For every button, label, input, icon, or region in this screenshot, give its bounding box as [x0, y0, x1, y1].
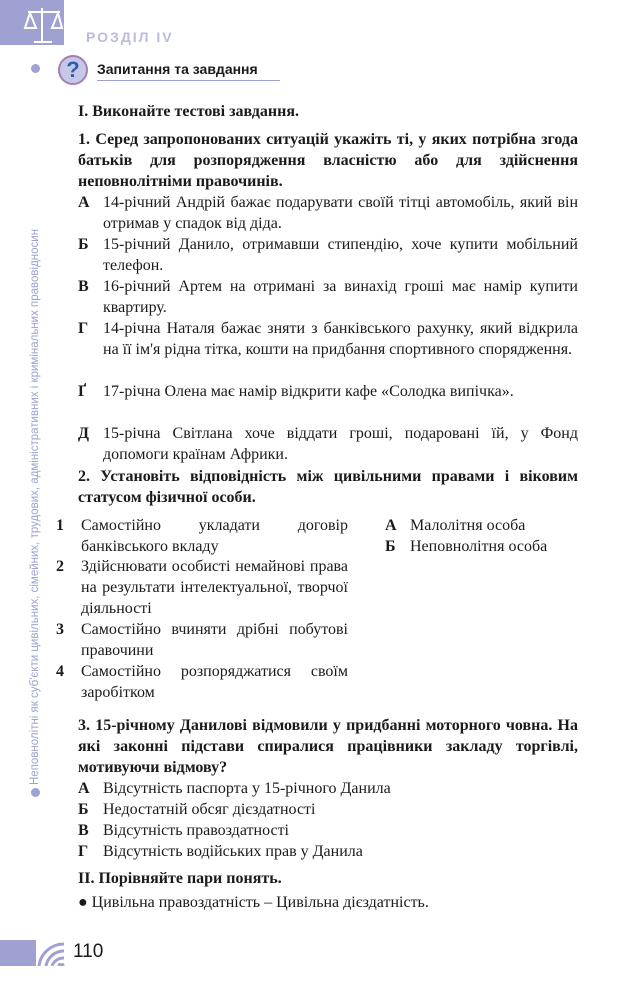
q1-option: [78, 276, 578, 318]
page-number: 110: [73, 941, 104, 962]
item-text: Самостійно розпоряджатися своїм заробітком: [81, 663, 348, 701]
option-text: 15-річна Світлана хоче віддати гроші, подаровані їй, у Фонд допомоги країнам Африки.: [103, 425, 578, 463]
q1-option: [78, 318, 578, 360]
item-number: 4: [56, 663, 64, 680]
option-text: Недостатній обсяг дієздатності: [103, 801, 316, 818]
q2-left-item: [56, 515, 348, 557]
option-label: Б: [78, 801, 89, 818]
q3-option: [78, 799, 578, 820]
option-text: Відсутність правоздатності: [103, 822, 289, 839]
item-number: 1: [56, 517, 64, 534]
q3-option: [78, 820, 578, 841]
scales-icon: [0, 0, 64, 45]
question-icon: ?: [58, 55, 88, 85]
bullet-dot-bottom: [31, 788, 40, 797]
option-label: Г: [78, 320, 89, 337]
q2-left-item: [56, 619, 348, 661]
bullet-dot-top: [31, 64, 40, 73]
option-label: А: [78, 780, 90, 797]
item-text: Малолітня особа: [410, 517, 526, 534]
side-running-title: Неповнолітні як суб'єкти цивільних, сімейних, трудових, адміністративних і кримінальних правовідносин: [29, 228, 41, 785]
item-letter: А: [385, 517, 397, 534]
item-text: Неповнолітня особа: [410, 538, 548, 555]
option-label: В: [78, 822, 89, 839]
item-number: 3: [56, 621, 64, 638]
section-header-block: [0, 0, 64, 45]
q1-option: [78, 234, 578, 276]
footer-bar: [0, 940, 66, 966]
q1-option: [78, 423, 578, 465]
option-text: 14-річний Андрій бажає подарувати своїй тітці автомобіль, який він отримав у спадок від діда.: [103, 194, 578, 232]
q3-option: [78, 841, 578, 862]
part2-title: II. Порівняйте пари понять.: [78, 870, 282, 887]
q1-text: 1. Серед запропонованих ситуацій укажіть ті, у яких потрібна згода батьків для розпорядження власністю або для здійснення неповнолітніми правочинів.: [78, 131, 578, 190]
option-label: А: [78, 194, 90, 211]
option-label: Ґ: [78, 383, 87, 400]
q1-option: [78, 381, 578, 402]
q2-right-item: [385, 536, 585, 557]
section-heading: Запитання та завдання: [97, 61, 280, 81]
q3-text: 3. 15-річному Данилові відмовили у придбанні моторного човна. На які законні підстави спиралися працівники закладу торгівлі, мотивуючи відмову?: [78, 717, 578, 776]
q2-right-item: [385, 515, 585, 536]
q2-text: 2. Установіть відповідність між цивільними правами і віковим статусом фізичної особи.: [78, 468, 578, 506]
option-label: В: [78, 278, 89, 295]
option-text: 17-річна Олена має намір відкрити кафе «Солодка випічка».: [103, 383, 514, 400]
option-label: Б: [78, 236, 89, 253]
option-text: 14-річна Наталя бажає зняти з банківського рахунку, який відкрила на її ім'я рідна тітка, кошти на придбання спортивного спорядження.: [103, 320, 578, 358]
q2-left-item: [56, 556, 348, 619]
option-label: Г: [78, 843, 89, 860]
q2-left-item: [56, 661, 348, 703]
option-text: 16-річний Артем на отримані за винахід гроші має намір купити квартиру.: [103, 278, 578, 316]
item-text: Самостійно укладати договір банківського вкладу: [81, 517, 348, 555]
item-text: Здійснювати особисті немайнові права на результати інтелектуальної, творчої діяльності: [81, 558, 348, 617]
part1-title: I. Виконайте тестові завдання.: [78, 103, 299, 120]
part2-bullet: ● Цивільна правоздатність – Цивільна дієздатність.: [78, 894, 429, 911]
q3-option: [78, 778, 578, 799]
section-title: РОЗДІЛ IV: [86, 29, 174, 45]
option-text: Відсутність паспорта у 15-річного Данила: [103, 780, 391, 797]
item-letter: Б: [385, 538, 396, 555]
q1-option: [78, 192, 578, 234]
item-text: Самостійно вчиняти дрібні побутові правочини: [81, 621, 348, 659]
footer-arcs-icon: [36, 940, 66, 966]
option-label: Д: [78, 425, 90, 442]
option-text: 15-річний Данило, отримавши стипендію, хоче купити мобільний телефон.: [103, 236, 578, 274]
option-text: Відсутність водійських прав у Данила: [103, 843, 363, 860]
item-number: 2: [56, 558, 64, 575]
